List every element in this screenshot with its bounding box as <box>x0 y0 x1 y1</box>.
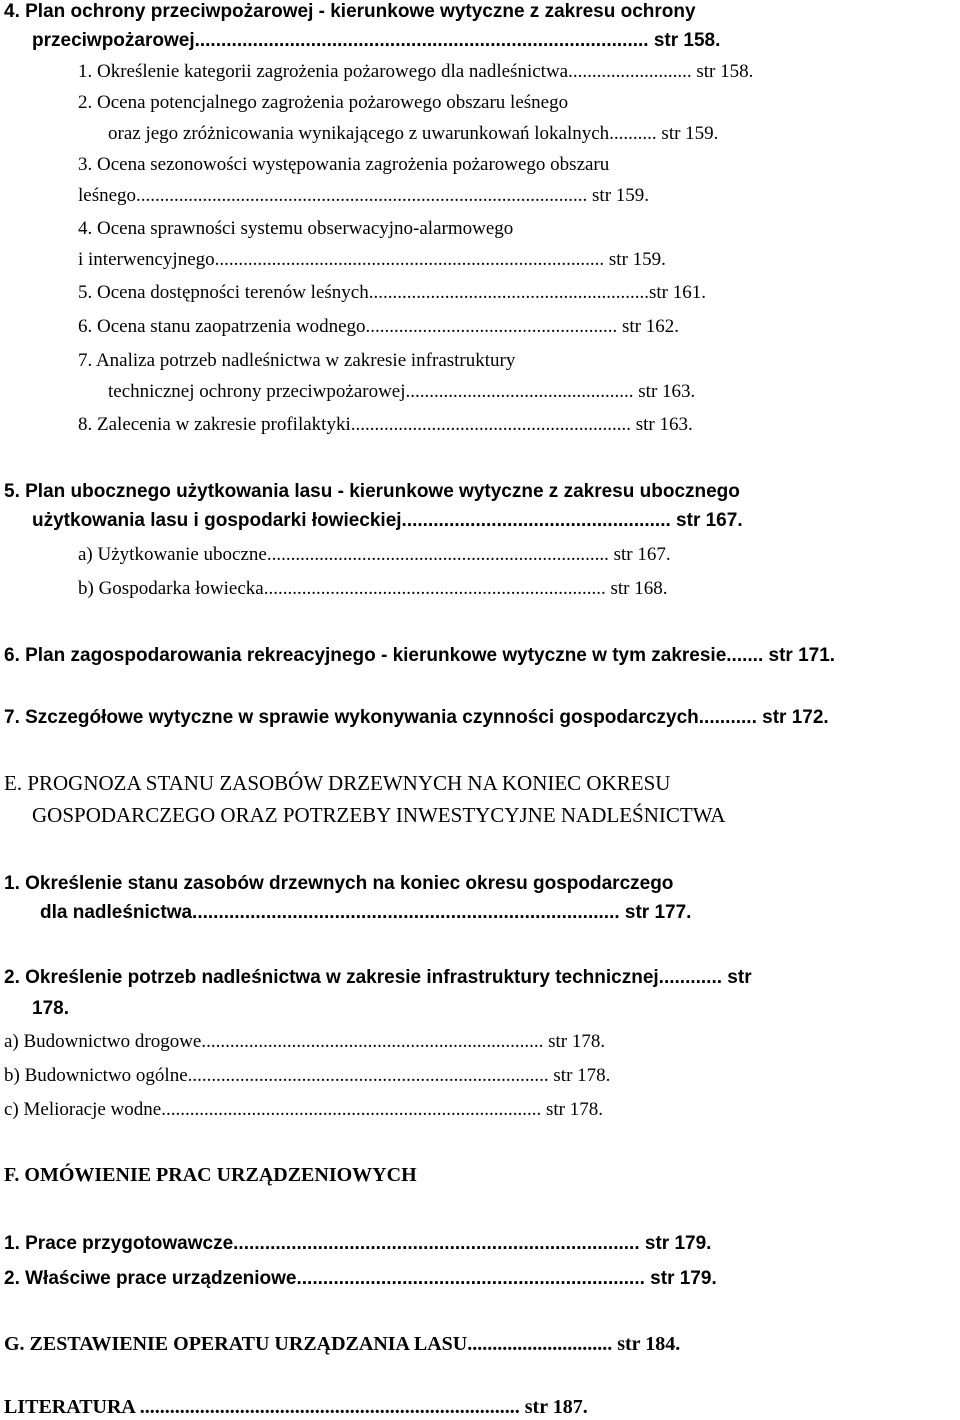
toc-entry-cont: leśnego............................................................................................... str 159. <box>78 185 650 206</box>
section-4-title-cont: przeciwpożarowej...................................................................................... str 158. <box>32 30 721 51</box>
toc-entry-cont: technicznej ochrony przeciwpożarowej................................................ str 163. <box>108 381 696 402</box>
toc-entry: 5. Ocena dostępności terenów leśnych...........................................................str 161. <box>78 282 706 303</box>
section-e-title-cont: GOSPODARCZEGO ORAZ POTRZEBY INWESTYCYJNE NADLEŚNICTWA <box>32 803 726 827</box>
toc-entry: 2. Właściwe prace urządzeniowe.................................................................. str 179. <box>4 1268 717 1289</box>
literatura-title: LITERATURA ............................................................................ str 187. <box>4 1396 588 1418</box>
section-5-title: 5. Plan ubocznego użytkowania lasu - kierunkowe wytyczne z zakresu ubocznego <box>4 481 740 502</box>
toc-entry: 3. Ocena sezonowości występowania zagrożenia pożarowego obszaru <box>78 154 610 175</box>
toc-entry: 2. Ocena potencjalnego zagrożenia pożarowego obszaru leśnego <box>78 92 569 113</box>
section-4-title: 4. Plan ochrony przeciwpożarowej - kierunkowe wytyczne z zakresu ochrony <box>4 1 696 22</box>
toc-entry: 1. Określenie kategorii zagrożenia pożarowego dla nadleśnictwa.......................... str 158. <box>78 61 754 82</box>
toc-entry: 6. Ocena stanu zaopatrzenia wodnego..................................................... str 162. <box>78 316 680 337</box>
toc-entry: 7. Analiza potrzeb nadleśnictwa w zakresie infrastruktury <box>78 350 516 371</box>
toc-entry: 8. Zalecenia w zakresie profilaktyki........................................................... str 163. <box>78 414 693 435</box>
section-e-item-1: 1. Określenie stanu zasobów drzewnych na koniec okresu gospodarczego <box>4 873 674 894</box>
section-5-title-cont: użytkowania lasu i gospodarki łowieckiej................................................... str 167. <box>32 510 743 531</box>
section-e-item-2: 2. Określenie potrzeb nadleśnictwa w zakresie infrastruktury technicznej............ str <box>4 967 752 988</box>
toc-entry-cont: oraz jego zróżnicowania wynikającego z uwarunkowań lokalnych.......... str 159. <box>108 123 719 144</box>
toc-entry: 1. Prace przygotowawcze............................................................................. str 179. <box>4 1233 712 1254</box>
toc-entry-cont: i interwencyjnego.................................................................................. str 159. <box>78 249 666 270</box>
section-f-title: F. OMÓWIENIE PRAC URZĄDZENIOWYCH <box>4 1164 417 1186</box>
section-6-title: 6. Plan zagospodarowania rekreacyjnego - kierunkowe wytyczne w tym zakresie....... str 171. <box>4 645 836 666</box>
toc-entry: 4. Ocena sprawności systemu obserwacyjno-alarmowego <box>78 218 514 239</box>
toc-entry: b) Budownictwo ogólne............................................................................ str 178. <box>4 1065 611 1086</box>
toc-entry: c) Melioracje wodne................................................................................ str 178. <box>4 1099 603 1120</box>
section-e-item-2-cont: 178. <box>32 998 69 1019</box>
toc-entry: a) Budownictwo drogowe........................................................................ str 178. <box>4 1031 606 1052</box>
section-7-title: 7. Szczegółowe wytyczne w sprawie wykonywania czynności gospodarczych........... str 172. <box>4 707 829 728</box>
toc-entry: a) Użytkowanie uboczne........................................................................ str 167. <box>78 544 671 565</box>
section-e-item-1-cont: dla nadleśnictwa................................................................................. str 177. <box>40 902 692 923</box>
section-e-title: E. PROGNOZA STANU ZASOBÓW DRZEWNYCH NA KONIEC OKRESU <box>4 771 671 795</box>
section-g-title: G. ZESTAWIENIE OPERATU URZĄDZANIA LASU............................. str 184. <box>4 1333 681 1355</box>
toc-entry: b) Gospodarka łowiecka........................................................................ str 168. <box>78 578 668 599</box>
